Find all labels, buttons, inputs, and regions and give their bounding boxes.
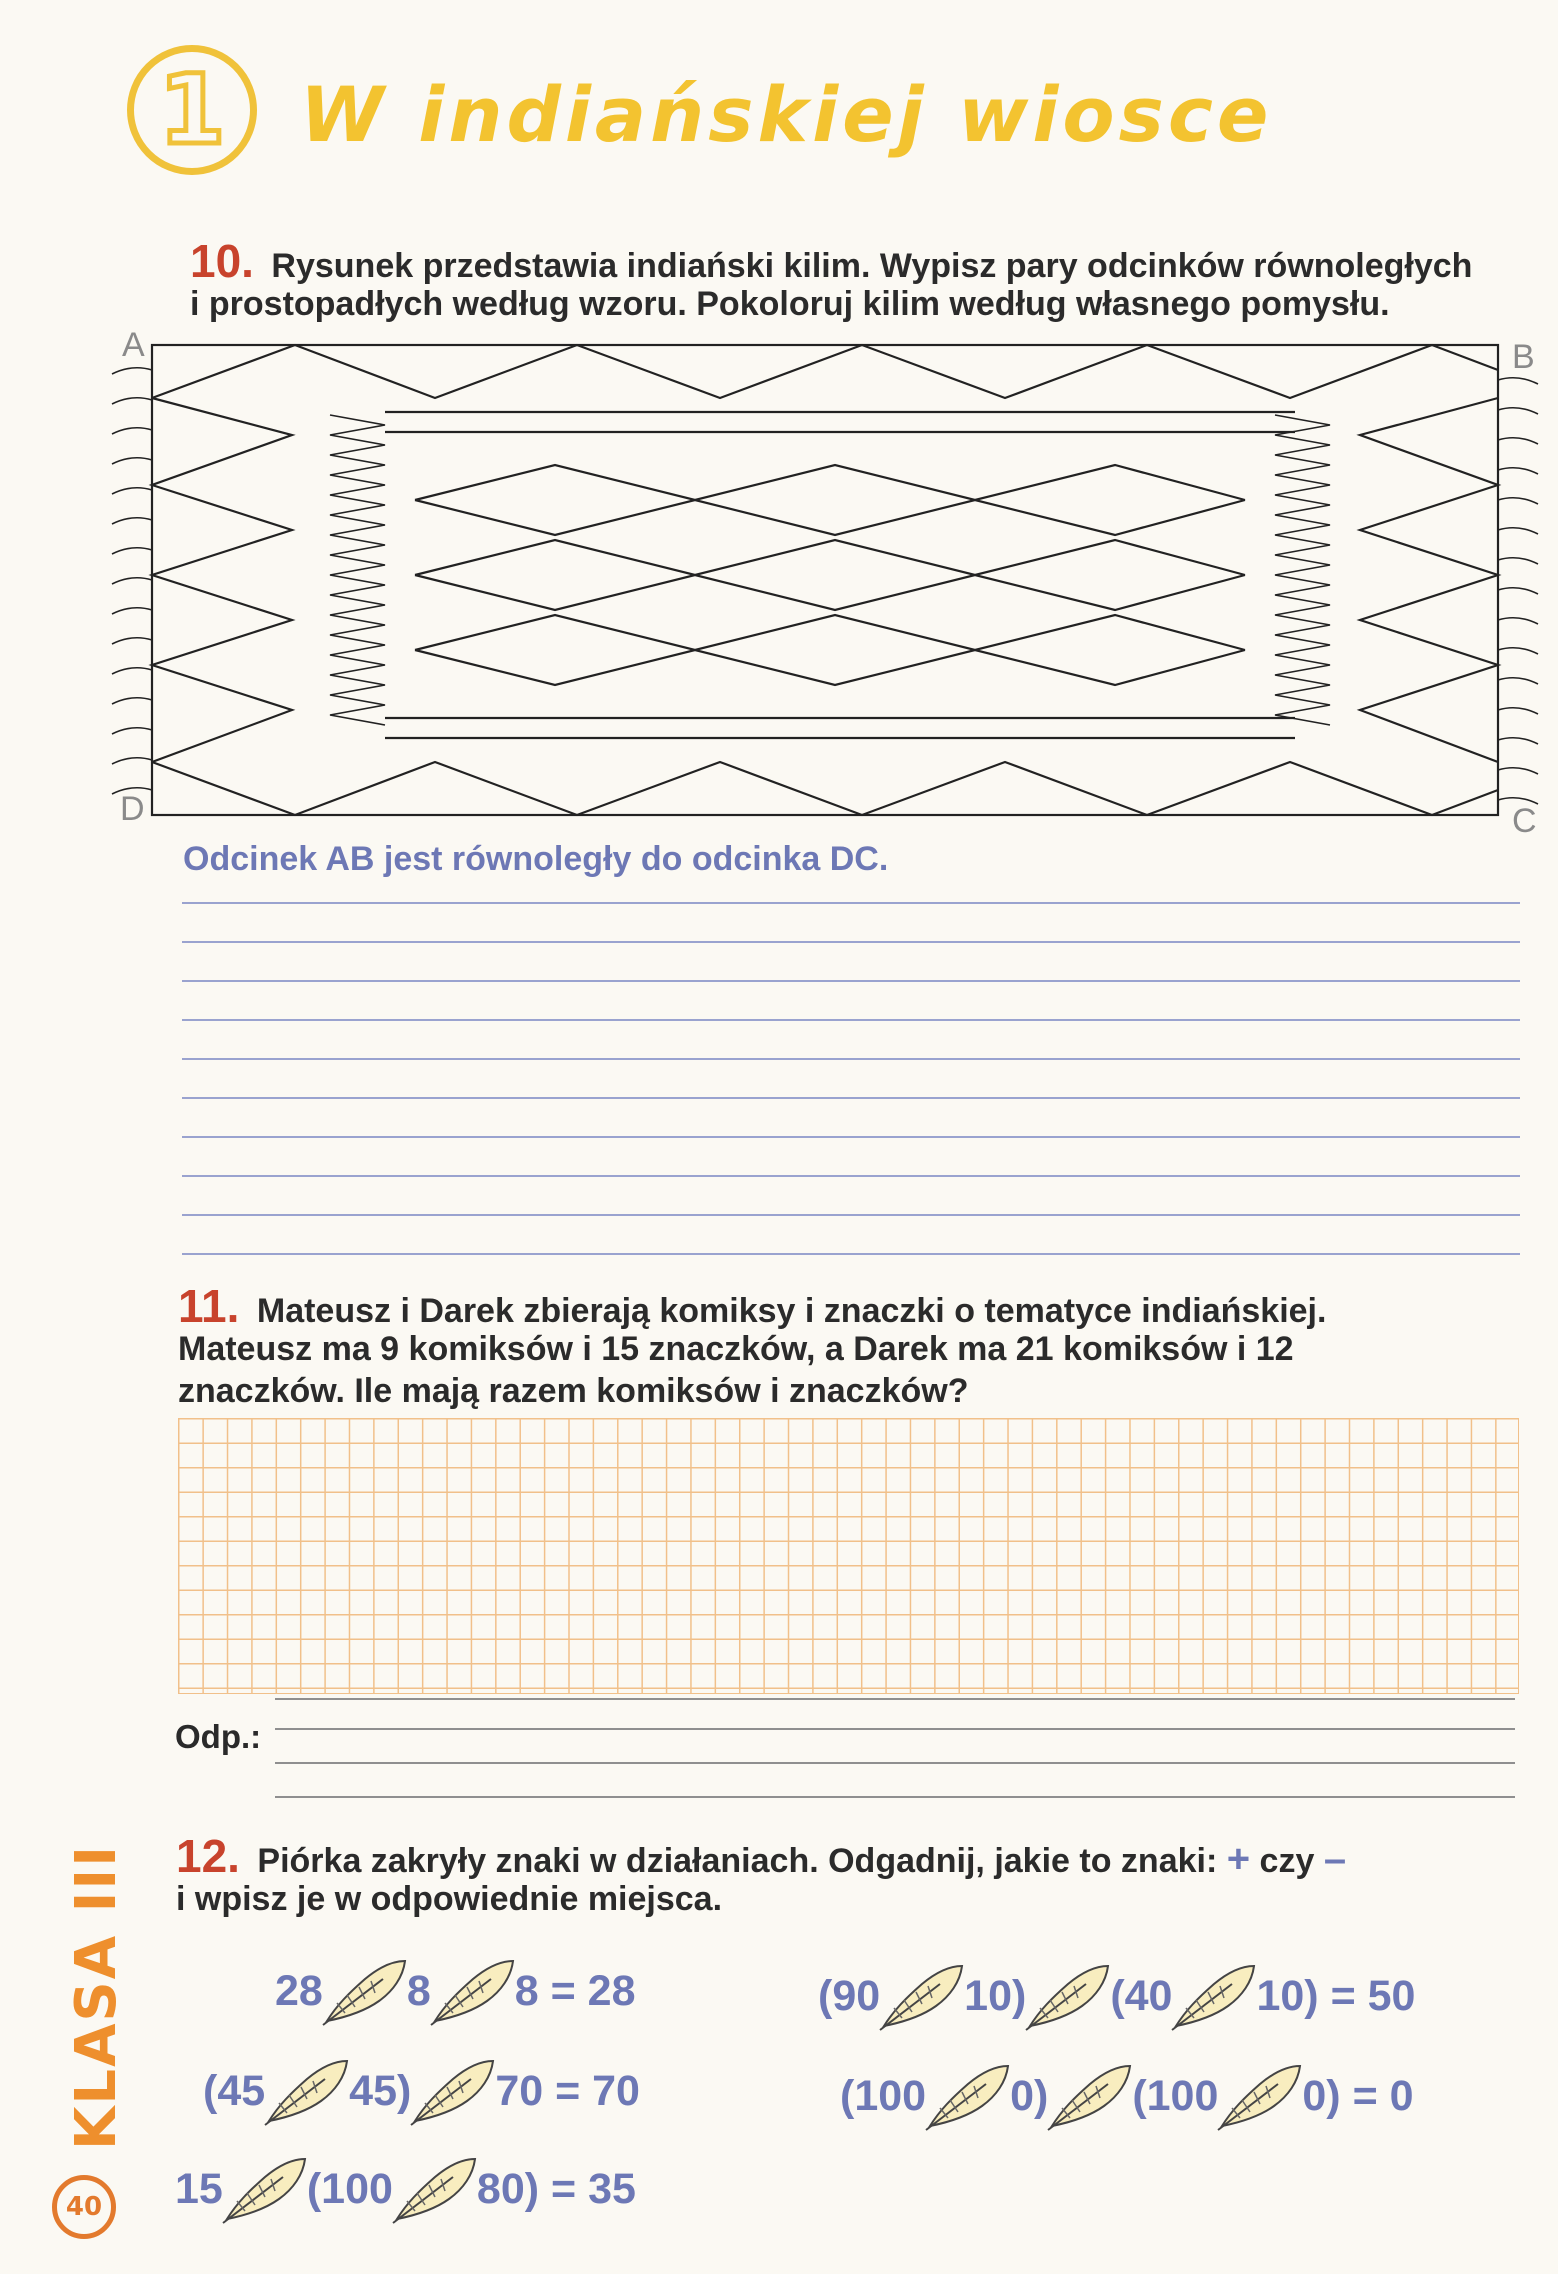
- feather-icon[interactable]: [407, 2055, 499, 2127]
- feather-icon[interactable]: [427, 1955, 519, 2027]
- task-12-number: 12.: [176, 1830, 240, 1882]
- feather-icon[interactable]: [389, 2153, 481, 2225]
- equation-3-result: 80) = 35: [476, 2164, 636, 2213]
- kilim-left-fringe: [112, 368, 152, 794]
- task-10-text-line2: i prostopadłych według wzoru. Pokoloruj kilim według własnego pomysłu.: [190, 285, 1390, 323]
- feather-icon[interactable]: [319, 1955, 411, 2027]
- equation-3: [175, 2153, 636, 2225]
- task-12-text-line1: Piórka zakryły znaki w działaniach. Odgadnij, jakie to znaki:: [257, 1842, 1218, 1880]
- equation-5-term-2: 0): [1010, 2071, 1049, 2120]
- equation-5: [840, 2060, 1414, 2132]
- equation-1-term-1: 28: [275, 1966, 323, 2015]
- task-11-calculation-grid[interactable]: [178, 1418, 1519, 1694]
- equation-5-term-3: (100: [1132, 2071, 1219, 2120]
- plus-sign: +: [1226, 1837, 1251, 1881]
- feather-icon[interactable]: [219, 2153, 311, 2225]
- equation-1-term-2: 8: [406, 1966, 431, 2015]
- equation-2-result: 70 = 70: [495, 2066, 640, 2115]
- kilim-left-zigzag: [152, 398, 292, 762]
- equation-2-term-1: (45: [203, 2066, 266, 2115]
- chapter-title: W indiańskiej wiosce: [300, 70, 1273, 159]
- equation-5-term-1: (100: [840, 2071, 927, 2120]
- feather-icon[interactable]: [876, 1960, 968, 2032]
- task-10-instructions: [190, 235, 1530, 325]
- equation-4-term-3: (40: [1110, 1971, 1173, 2020]
- corner-label-b: B: [1512, 338, 1535, 376]
- feather-icon[interactable]: [1022, 1960, 1114, 2032]
- feather-icon[interactable]: [1168, 1960, 1260, 2032]
- equation-2: [203, 2055, 640, 2127]
- task-10-example-answer: Odcinek AB jest równoległy do odcinka DC.: [183, 840, 889, 878]
- task-10-number: 10.: [190, 235, 254, 287]
- kilim-diamond-lattice: [415, 465, 1245, 685]
- corner-label-c: C: [1512, 802, 1537, 840]
- chapter-number: 1: [158, 54, 226, 166]
- equation-3-term-2: (100: [306, 2164, 393, 2213]
- class-level-label: KLASA III: [64, 1843, 129, 2150]
- kilim-right-coil: [1275, 415, 1330, 725]
- task-11-answer-label: Odp.:: [175, 1718, 262, 1755]
- task-11-text-line2: Mateusz ma 9 komiksów i 15 znaczków, a Darek ma 21 komiksów i 12: [178, 1330, 1294, 1368]
- task-11-text-line1: Mateusz i Darek zbierają komiksy i znaczki o tematyce indiańskiej.: [256, 1292, 1327, 1330]
- kilim-left-coil: [330, 415, 385, 725]
- task-11-number: 11.: [178, 1280, 240, 1332]
- page-number: 40: [52, 2175, 116, 2239]
- equation-5-result: 0) = 0: [1302, 2071, 1414, 2120]
- feather-icon[interactable]: [922, 2060, 1014, 2132]
- equation-3-term-1: 15: [175, 2164, 223, 2213]
- equation-4-result: 10) = 50: [1256, 1971, 1416, 2020]
- task-10-text-line1: Rysunek przedstawia indiański kilim. Wypisz pary odcinków równoległych: [271, 247, 1473, 285]
- corner-label-a: A: [122, 326, 145, 364]
- feather-icon[interactable]: [1044, 2060, 1136, 2132]
- kilim-top-zigzag: [152, 345, 1498, 398]
- equation-4-term-1: (90: [818, 1971, 881, 2020]
- equation-2-term-2: 45): [349, 2066, 412, 2115]
- equation-4-term-2: 10): [964, 1971, 1027, 2020]
- feather-icon[interactable]: [1214, 2060, 1306, 2132]
- task-11-instructions: [178, 1280, 1538, 1412]
- equation-1: [275, 1955, 636, 2027]
- or-word: czy: [1259, 1842, 1315, 1880]
- minus-sign: –: [1323, 1837, 1347, 1881]
- equation-1-result: 8 = 28: [514, 1966, 636, 2015]
- kilim-bottom-zigzag: [152, 762, 1498, 815]
- chapter-number-badge: [127, 45, 257, 175]
- feather-icon[interactable]: [261, 2055, 353, 2127]
- equation-4: [818, 1960, 1415, 2032]
- kilim-drawing: [100, 320, 1558, 840]
- task-12-text-line2: i wpisz je w odpowiednie miejsca.: [176, 1880, 723, 1918]
- kilim-right-zigzag: [1360, 398, 1498, 762]
- task-12-instructions: [176, 1830, 1536, 1920]
- corner-label-d: D: [120, 790, 145, 828]
- task-11-text-line3: znaczków. Ile mają razem komiksów i znaczków?: [178, 1372, 969, 1410]
- kilim-right-fringe: [1498, 378, 1538, 804]
